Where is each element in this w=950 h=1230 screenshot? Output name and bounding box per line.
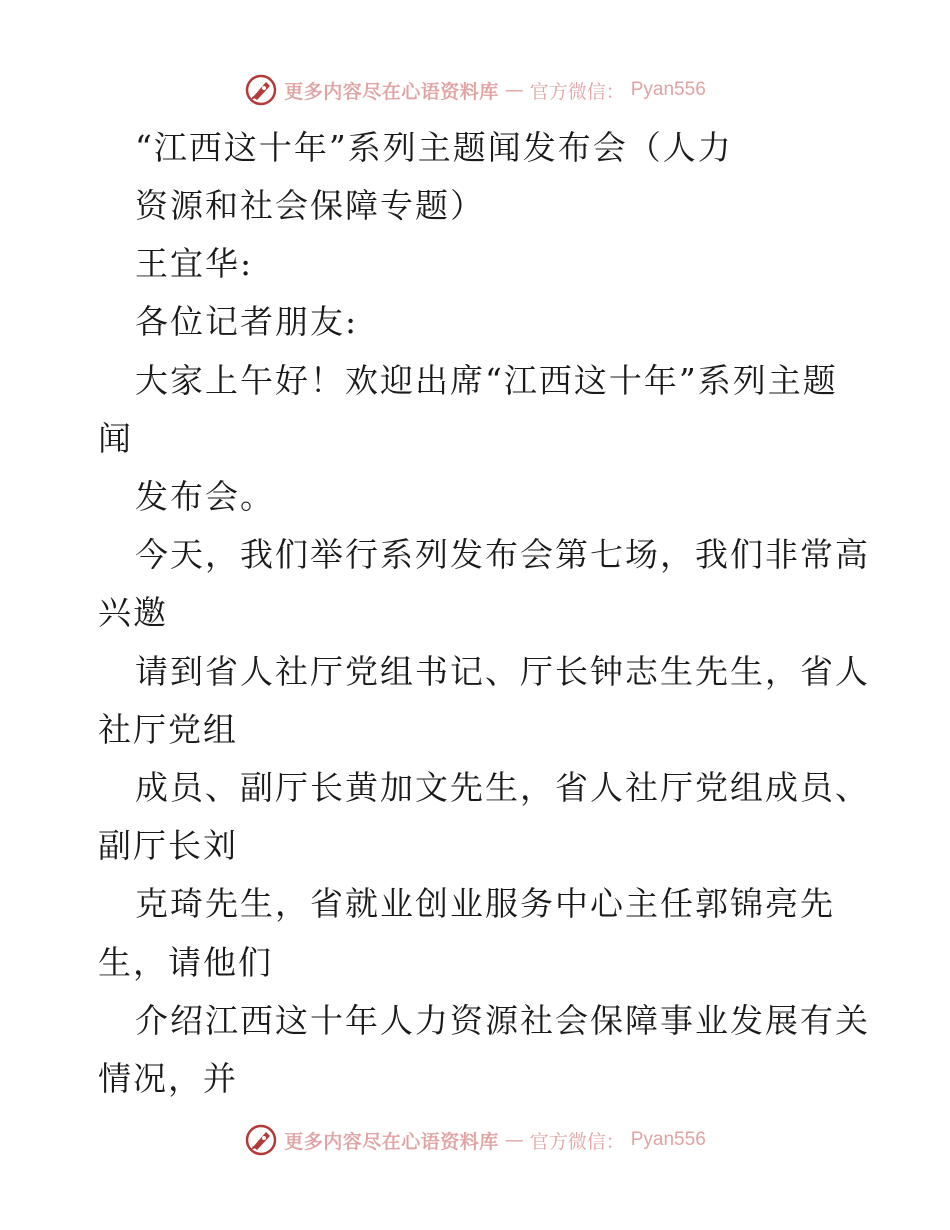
footer-watermark bbox=[0, 1120, 950, 1160]
watermark-wechat-label: 官方微信： bbox=[529, 1130, 625, 1153]
paragraph-line: 情况，并 bbox=[98, 1059, 238, 1098]
paragraph-line: 今天，我们举行系列发布会第七场，我们非常高 bbox=[135, 535, 870, 574]
paragraph-line: 兴邀 bbox=[98, 593, 168, 632]
watermark-site-text: 更多内容尽在心语资料库 bbox=[284, 1130, 499, 1153]
paragraph-line: 闻 bbox=[98, 419, 133, 458]
speaker-name: 王宜华: bbox=[135, 244, 254, 283]
title-line-2: 资源和社会保障专题） bbox=[135, 186, 485, 225]
greeting-line: 各位记者朋友: bbox=[135, 302, 359, 341]
watermark-separator: — bbox=[504, 1129, 524, 1151]
paragraph-line: 请到省人社厅党组书记、厅长钟志生先生，省人 bbox=[135, 652, 870, 691]
watermark-separator: — bbox=[504, 79, 524, 101]
paragraph-line: 克琦先生，省就业创业服务中心主任郭锦亮先 bbox=[135, 884, 835, 923]
watermark-wechat-id: Pyan556 bbox=[630, 79, 706, 100]
paragraph-line: 副厅长刘 bbox=[98, 826, 238, 865]
watermark-site-text: 更多内容尽在心语资料库 bbox=[284, 80, 499, 103]
watermark-wechat-id: Pyan556 bbox=[630, 1129, 706, 1150]
paragraph-line: 成员、副厅长黄加文先生，省人社厅党组成员、 bbox=[135, 768, 870, 807]
paragraph-line: 社厅党组 bbox=[98, 710, 238, 749]
header-watermark bbox=[0, 70, 950, 110]
title-line-1: “江西这十年”系列主题闻发布会（人力 bbox=[135, 128, 733, 167]
watermark-group bbox=[244, 73, 706, 107]
paragraph-line: 介绍江西这十年人力资源社会保障事业发展有关 bbox=[135, 1001, 870, 1040]
paragraph-line: 生，请他们 bbox=[98, 943, 273, 982]
pen-nib-logo-icon bbox=[244, 1123, 278, 1157]
paragraph-line: 发布会。 bbox=[135, 477, 275, 516]
paragraph-line: 大家上午好！欢迎出席“江西这十年”系列主题 bbox=[135, 361, 838, 400]
watermark-group bbox=[244, 1123, 706, 1157]
watermark-wechat-label: 官方微信： bbox=[529, 80, 625, 103]
pen-nib-logo-icon bbox=[244, 73, 278, 107]
